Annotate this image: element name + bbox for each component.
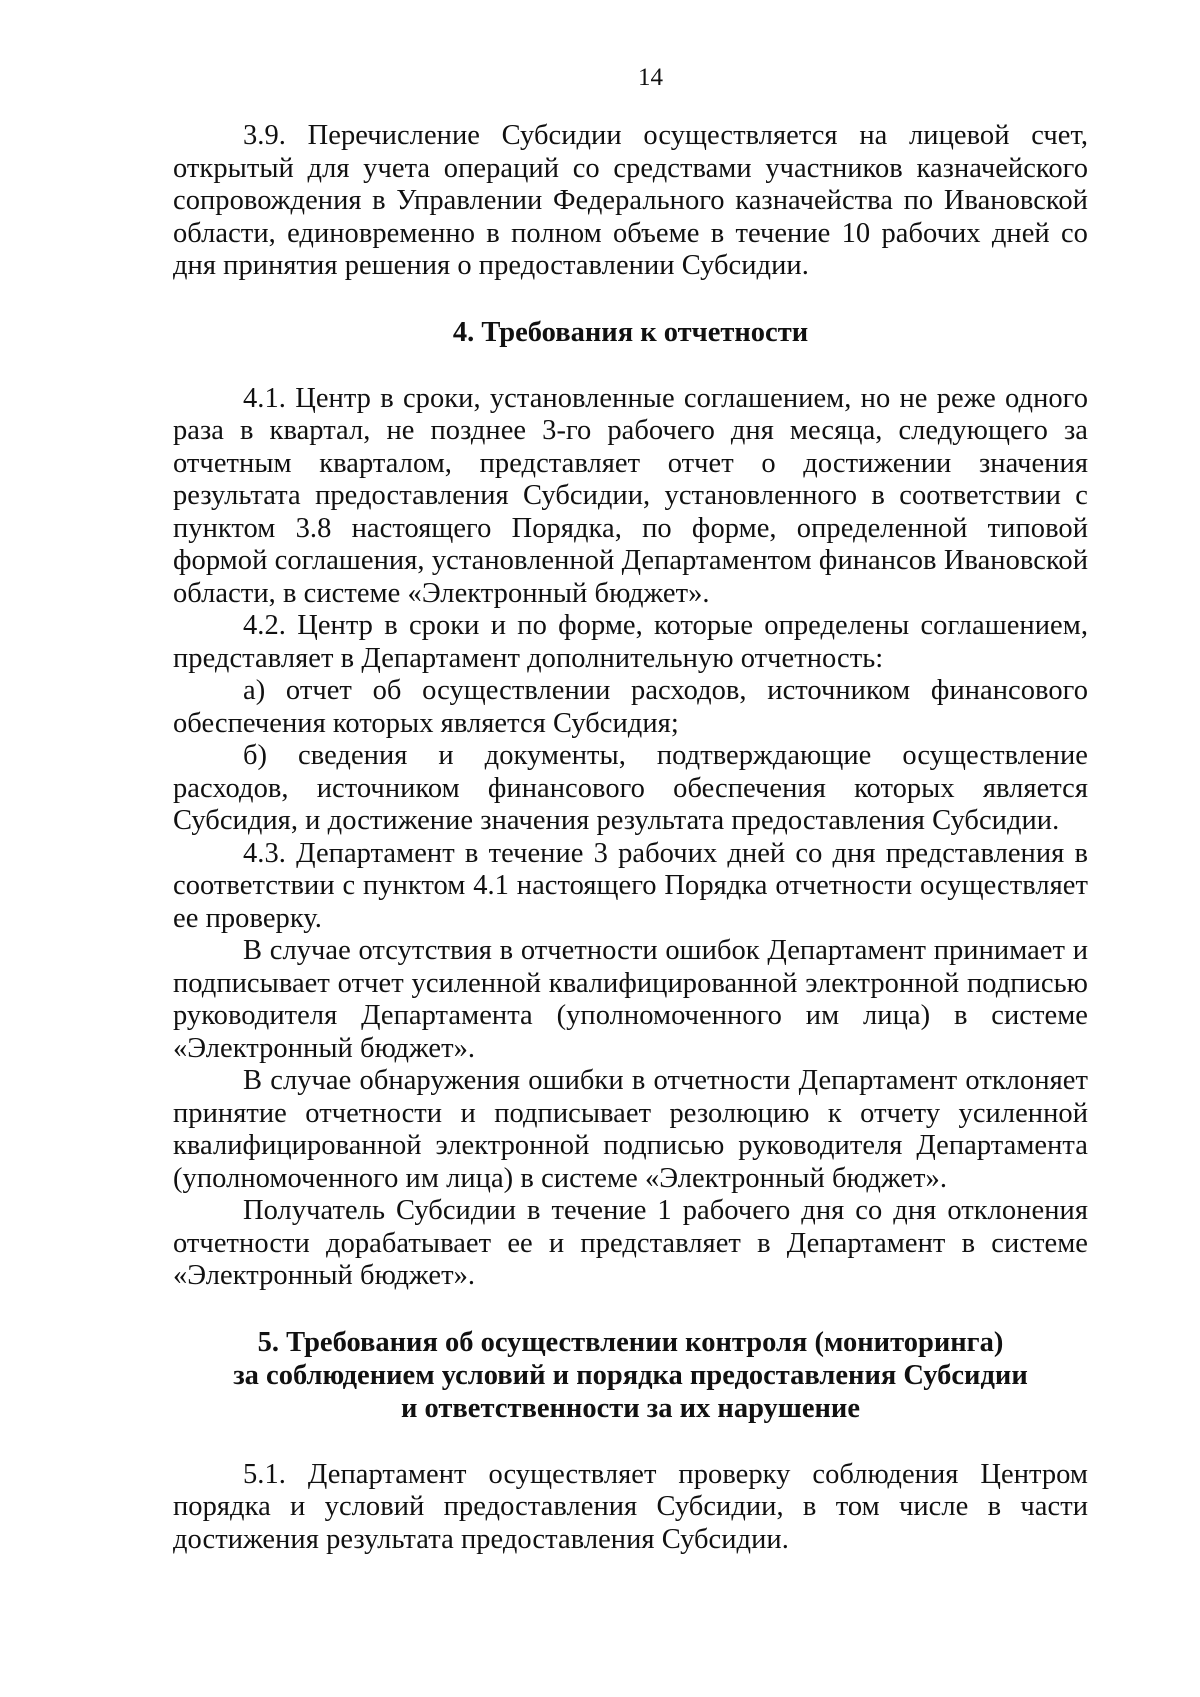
section-5-title-line: 5. Требования об осуществлении контроля (мониторинга) <box>257 1326 1004 1358</box>
spacer <box>173 1293 1088 1326</box>
paragraph-4-2-b: б) сведения и документы, подтверждающие осуществление расходов, источником финансового обеспечения которых является Субсидия, и достижение значения результата предоставления Субсидии. <box>173 740 1088 836</box>
section-5-title-line: и ответственности за их нарушение <box>400 1392 860 1424</box>
paragraph-4-1: 4.1. Центр в сроки, установленные соглашением, но не реже одного раза в квартал, не позднее 3-го рабочего дня месяца, следующего за отчетным кварталом, представляет отчет о достижении значения результата предоставления Субсидии, установленного в соответствии с пунктом 3.8 настоящего Порядка, по форме, определенной типовой формой соглашения, установленной Департаментом финансов Ивановской области, в системе «Электронный бюджет». <box>173 382 1088 609</box>
paragraph-4-2: 4.2. Центр в сроки и по форме, которые определены соглашением, представляет в Департамент дополнительную отчетность: <box>173 610 1088 674</box>
paragraph-4-2-a: а) отчет об осуществлении расходов, источником финансового обеспечения которых является Субсидия; <box>173 675 1088 739</box>
section-5-title <box>173 1326 1088 1425</box>
paragraph-4-3-rework: Получатель Субсидии в течение 1 рабочего дня со дня отклонения отчетности дорабатывает ее и представляет в Департамент в системе «Электронный бюджет». <box>173 1195 1088 1291</box>
section-4-title: 4. Требования к отчетности <box>452 316 809 348</box>
spacer <box>173 349 1088 383</box>
paragraph-4-3: 4.3. Департамент в течение 3 рабочих дней со дня представления в соответствии с пунктом 4.1 настоящего Порядка отчетности осуществляет ее проверку. <box>173 837 1088 934</box>
paragraph-4-3-reject: В случае обнаружения ошибки в отчетности Департамент отклоняет принятие отчетности и подписывает резолюцию к отчету усиленной квалифицированной электронной подписью руководителя Департамента (уполномоченного им лица) в системе «Электронный бюджет». <box>173 1065 1088 1194</box>
spacer <box>173 1425 1088 1459</box>
spacer <box>173 283 1088 316</box>
section-5-title-line: за соблюдением условий и порядка предоставления Субсидии <box>233 1359 1028 1391</box>
paragraph-4-3-accept: В случае отсутствия в отчетности ошибок Департамент принимает и подписывает отчет усиленной квалифицированной электронной подписью руководителя Департамента (уполномоченного им лица) в системе «Электронный бюджет». <box>173 935 1088 1064</box>
paragraph-5-1: 5.1. Департамент осуществляет проверку соблюдения Центром порядка и условий предоставления Субсидии, в том числе в части достижения результата предоставления Субсидии. <box>173 1458 1088 1555</box>
page-number: 14 <box>638 64 663 91</box>
paragraph-3-9: 3.9. Перечисление Субсидии осуществляется на лицевой счет, открытый для учета операций со средствами участников казначейского сопровождения в Управлении Федерального казначейства по Ивановской области, единовременно в полном объеме в течение 10 рабочих дней со дня принятия решения о предоставлении Субсидии. <box>173 120 1088 281</box>
